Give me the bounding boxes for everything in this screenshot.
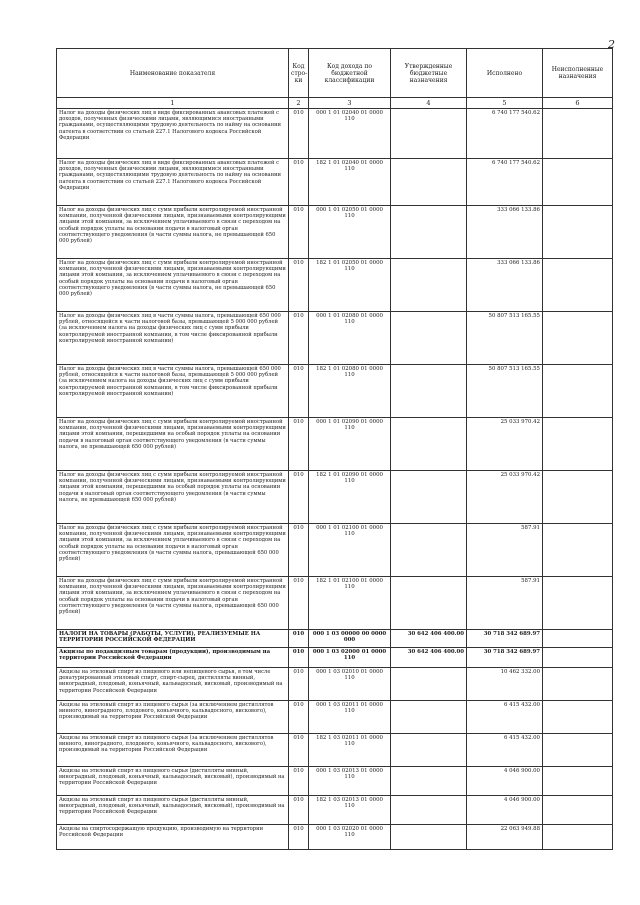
unexecuted-amount [543, 159, 613, 206]
approved-amount [391, 418, 467, 471]
table-row [57, 418, 613, 471]
executed-amount: 10 462 332.00 [467, 668, 543, 701]
indicator-name: Акцизы на этиловый спирт из пищевого сырья (за исключением дистиллятов винного, виноградного, плодового, коньячного, кальвадосного, вискового), производимый на территории Российской Федерации [57, 734, 289, 767]
unexecuted-amount [543, 630, 613, 648]
executed-amount: 4 046 900.00 [467, 767, 543, 796]
approved-amount [391, 668, 467, 701]
line-code: 010 [289, 418, 309, 471]
income-code: 000 1 01 02090 01 0000 110 [309, 418, 391, 471]
budget-execution-table [56, 48, 613, 850]
indicator-name: Налог на доходы физических лиц с сумм прибыли контролируемой иностранной компании, полученной физическими лицами, признаваемыми контролирующими лицами этой компании, за исключением уплачиваемого в связи с переходом на особый порядок уплаты на основании подачи в налоговый орган соответствующего уведомления (в части суммы налога, не превышающей 650 000 рублей) [57, 259, 289, 312]
column-number: 4 [391, 98, 467, 109]
line-code: 010 [289, 825, 309, 850]
unexecuted-amount [543, 734, 613, 767]
indicator-name: Акцизы на этиловый спирт из пищевого или непищевого сырья, в том числе денатурированный этиловый спирт, спирт-сырец, дистилляты винный, виноградный, плодовый, коньячный, кальвадосный, висковый, производимый на территории Российской Федерации [57, 668, 289, 701]
column-number: 6 [543, 98, 613, 109]
table-row [57, 701, 613, 734]
income-code: 000 1 01 02050 01 0000 110 [309, 206, 391, 259]
header-line-code: Код стро-ки [289, 49, 309, 98]
executed-amount: 22 063 949.88 [467, 825, 543, 850]
unexecuted-amount [543, 648, 613, 668]
executed-amount: 25 033 970.42 [467, 418, 543, 471]
header-income-code: Код дохода по бюджетной классификации [309, 49, 391, 98]
approved-amount [391, 796, 467, 825]
unexecuted-amount [543, 825, 613, 850]
line-code: 010 [289, 577, 309, 630]
table-row [57, 524, 613, 577]
column-number: 2 [289, 98, 309, 109]
income-code: 182 1 03 02011 01 0000 110 [309, 734, 391, 767]
income-code: 000 1 03 02013 01 0000 110 [309, 767, 391, 796]
approved-amount [391, 767, 467, 796]
approved-amount [391, 524, 467, 577]
indicator-name: Акцизы на этиловый спирт из пищевого сырья (за исключением дистиллятов винного, виноградного, плодового, коньячного, кальвадосного, вискового), производимый на территории Российской Федерации [57, 701, 289, 734]
executed-amount: 4 046 900.00 [467, 796, 543, 825]
unexecuted-amount [543, 701, 613, 734]
approved-amount: 30 642 406 400.00 [391, 630, 467, 648]
executed-amount: 30 718 342 689.97 [467, 630, 543, 648]
page-number: 2 [608, 38, 615, 51]
unexecuted-amount [543, 418, 613, 471]
unexecuted-amount [543, 668, 613, 701]
line-code: 010 [289, 701, 309, 734]
income-code: 000 1 03 02011 01 0000 110 [309, 701, 391, 734]
income-code: 182 1 01 02090 01 0000 110 [309, 471, 391, 524]
unexecuted-amount [543, 796, 613, 825]
income-code: 000 1 01 02080 01 0000 110 [309, 312, 391, 365]
indicator-name: Акцизы на этиловый спирт из пищевого сырья (дистилляты винный, виноградный, плодовый, коньячный, кальвадосный, висковый), производимый на территории Российской Федерации [57, 796, 289, 825]
indicator-name: Налог на доходы физических лиц с сумм прибыли контролируемой иностранной компании, полученной физическими лицами, признаваемыми контролирующими лицами этой компании, за исключением уплачиваемого в связи с переходом на особый порядок уплаты на основании подачи в налоговый орган соответствующего уведомления (в части суммы налога, превышающей 650 000 рублей) [57, 524, 289, 577]
unexecuted-amount [543, 471, 613, 524]
income-code: 182 1 01 02050 01 0000 110 [309, 259, 391, 312]
indicator-name: Налог на доходы физических лиц в части суммы налога, превышающей 650 000 рублей, относящейся к части налоговой базы, превышающей 5 000 000 рублей (за исключением налога на доходы физических лиц с сумм прибыли контролируемой иностранной компании, в том числе фиксированной прибыли контролируемой иностранной компании) [57, 365, 289, 418]
approved-amount [391, 206, 467, 259]
executed-amount: 587.91 [467, 577, 543, 630]
table-row [57, 312, 613, 365]
approved-amount [391, 259, 467, 312]
line-code: 010 [289, 206, 309, 259]
approved-amount [391, 471, 467, 524]
line-code: 010 [289, 471, 309, 524]
table-row [57, 825, 613, 850]
line-code: 010 [289, 365, 309, 418]
executed-amount: 6 415 432.00 [467, 734, 543, 767]
income-code: 000 1 03 02020 01 0000 110 [309, 825, 391, 850]
income-code: 182 1 01 02040 01 0000 110 [309, 159, 391, 206]
unexecuted-amount [543, 109, 613, 159]
executed-amount: 50 807 513 165.55 [467, 312, 543, 365]
executed-amount: 587.91 [467, 524, 543, 577]
income-code: 182 1 01 02080 01 0000 110 [309, 365, 391, 418]
executed-amount: 6 740 177 540.62 [467, 159, 543, 206]
approved-amount [391, 734, 467, 767]
table-row [57, 767, 613, 796]
income-code: 182 1 03 02013 01 0000 110 [309, 796, 391, 825]
unexecuted-amount [543, 206, 613, 259]
table-row [57, 668, 613, 701]
table-row [57, 734, 613, 767]
approved-amount [391, 159, 467, 206]
line-code: 010 [289, 630, 309, 648]
header-executed: Исполнено [467, 49, 543, 98]
indicator-name: Акцизы на этиловый спирт из пищевого сырья (дистилляты винный, виноградный, плодовый, коньячный, кальвадосный, висковый), производимый на территории Российской Федерации [57, 767, 289, 796]
line-code: 010 [289, 312, 309, 365]
line-code: 010 [289, 159, 309, 206]
indicator-name: Налог на доходы физических лиц с сумм прибыли контролируемой иностранной компании, полученной физическими лицами, признаваемыми контролирующими лицами этой компании, перешедшими на особый порядок уплаты на основании подачи в налоговый орган соответствующего уведомления (в части суммы налога, не превышающей 650 000 рублей) [57, 418, 289, 471]
column-number-row [57, 98, 613, 109]
executed-amount: 6 415 432.00 [467, 701, 543, 734]
income-code: 182 1 01 02100 01 0000 110 [309, 577, 391, 630]
income-code: 000 1 03 02000 01 0000 110 [309, 648, 391, 668]
line-code: 010 [289, 259, 309, 312]
table-row [57, 365, 613, 418]
executed-amount: 30 718 342 689.97 [467, 648, 543, 668]
unexecuted-amount [543, 365, 613, 418]
executed-amount: 50 807 513 165.55 [467, 365, 543, 418]
line-code: 010 [289, 648, 309, 668]
table-row [57, 648, 613, 668]
line-code: 010 [289, 767, 309, 796]
approved-amount [391, 365, 467, 418]
indicator-name: Налог на доходы физических лиц с сумм прибыли контролируемой иностранной компании, полученной физическими лицами, признаваемыми контролирующими лицами этой компании, за исключением уплачиваемого в связи с переходом на особый порядок уплаты на основании подачи в налоговый орган соответствующего уведомления (в части суммы налога, превышающей 650 000 рублей) [57, 577, 289, 630]
approved-amount [391, 312, 467, 365]
unexecuted-amount [543, 524, 613, 577]
executed-amount: 333 066 133.86 [467, 259, 543, 312]
header-indicator-name: Наименование показателя [57, 49, 289, 98]
column-number: 3 [309, 98, 391, 109]
executed-amount: 6 740 177 540.62 [467, 109, 543, 159]
line-code: 010 [289, 668, 309, 701]
executed-amount: 25 033 970.42 [467, 471, 543, 524]
table-row [57, 159, 613, 206]
indicator-name: НАЛОГИ НА ТОВАРЫ (РАБОТЫ, УСЛУГИ), РЕАЛИЗУЕМЫЕ НА ТЕРРИТОРИИ РОССИЙСКОЙ ФЕДЕРАЦИИ [57, 630, 289, 648]
indicator-name: Акцизы по подакцизным товарам (продукции), производимым на территории Российской Федерации [57, 648, 289, 668]
line-code: 010 [289, 524, 309, 577]
table-row [57, 109, 613, 159]
column-number: 1 [57, 98, 289, 109]
approved-amount: 30 642 406 400.00 [391, 648, 467, 668]
income-code: 000 1 01 02040 01 0000 110 [309, 109, 391, 159]
unexecuted-amount [543, 577, 613, 630]
table-row [57, 796, 613, 825]
table-row [57, 577, 613, 630]
header-approved: Утвержденные бюджетные назначения [391, 49, 467, 98]
indicator-name: Акцизы на спиртосодержащую продукцию, производимую на территории Российской Федерации [57, 825, 289, 850]
income-code: 000 1 01 02100 01 0000 110 [309, 524, 391, 577]
table-row [57, 471, 613, 524]
approved-amount [391, 577, 467, 630]
approved-amount [391, 109, 467, 159]
income-code: 000 1 03 00000 00 0000 000 [309, 630, 391, 648]
table-row [57, 206, 613, 259]
approved-amount [391, 701, 467, 734]
unexecuted-amount [543, 767, 613, 796]
header-row [57, 49, 613, 98]
indicator-name: Налог на доходы физических лиц в виде фиксированных авансовых платежей с доходов, полученных физическими лицами, являющимися иностранными гражданами, осуществляющими трудовую деятельность по найму на основании патента в соответствии со статьей 227.1 Налогового кодекса Российской Федерации [57, 159, 289, 206]
income-code: 000 1 03 02010 01 0000 110 [309, 668, 391, 701]
line-code: 010 [289, 734, 309, 767]
header-unexecuted: Неисполненные назначения [543, 49, 613, 98]
indicator-name: Налог на доходы физических лиц в виде фиксированных авансовых платежей с доходов, полученных физическими лицами, являющимися иностранными гражданами, осуществляющими трудовую деятельность по найму на основании патента в соответствии со статьей 227.1 Налогового кодекса Российской Федерации [57, 109, 289, 159]
indicator-name: Налог на доходы физических лиц в части суммы налога, превышающей 650 000 рублей, относящейся к части налоговой базы, превышающей 5 000 000 рублей (за исключением налога на доходы физических лиц с сумм прибыли контролируемой иностранной компании, в том числе фиксированной прибыли контролируемой иностранной компании) [57, 312, 289, 365]
unexecuted-amount [543, 259, 613, 312]
table-row [57, 630, 613, 648]
unexecuted-amount [543, 312, 613, 365]
line-code: 010 [289, 109, 309, 159]
line-code: 010 [289, 796, 309, 825]
approved-amount [391, 825, 467, 850]
column-number: 5 [467, 98, 543, 109]
indicator-name: Налог на доходы физических лиц с сумм прибыли контролируемой иностранной компании, полученной физическими лицами, признаваемыми контролирующими лицами этой компании, перешедшими на особый порядок уплаты на основании подачи в налоговый орган соответствующего уведомления (в части суммы налога, не превышающей 650 000 рублей) [57, 471, 289, 524]
indicator-name: Налог на доходы физических лиц с сумм прибыли контролируемой иностранной компании, полученной физическими лицами, признаваемыми контролирующими лицами этой компании, за исключением уплачиваемого в связи с переходом на особый порядок уплаты на основании подачи в налоговый орган соответствующего уведомления (в части суммы налога, не превышающей 650 000 рублей) [57, 206, 289, 259]
executed-amount: 333 066 133.86 [467, 206, 543, 259]
table-row [57, 259, 613, 312]
